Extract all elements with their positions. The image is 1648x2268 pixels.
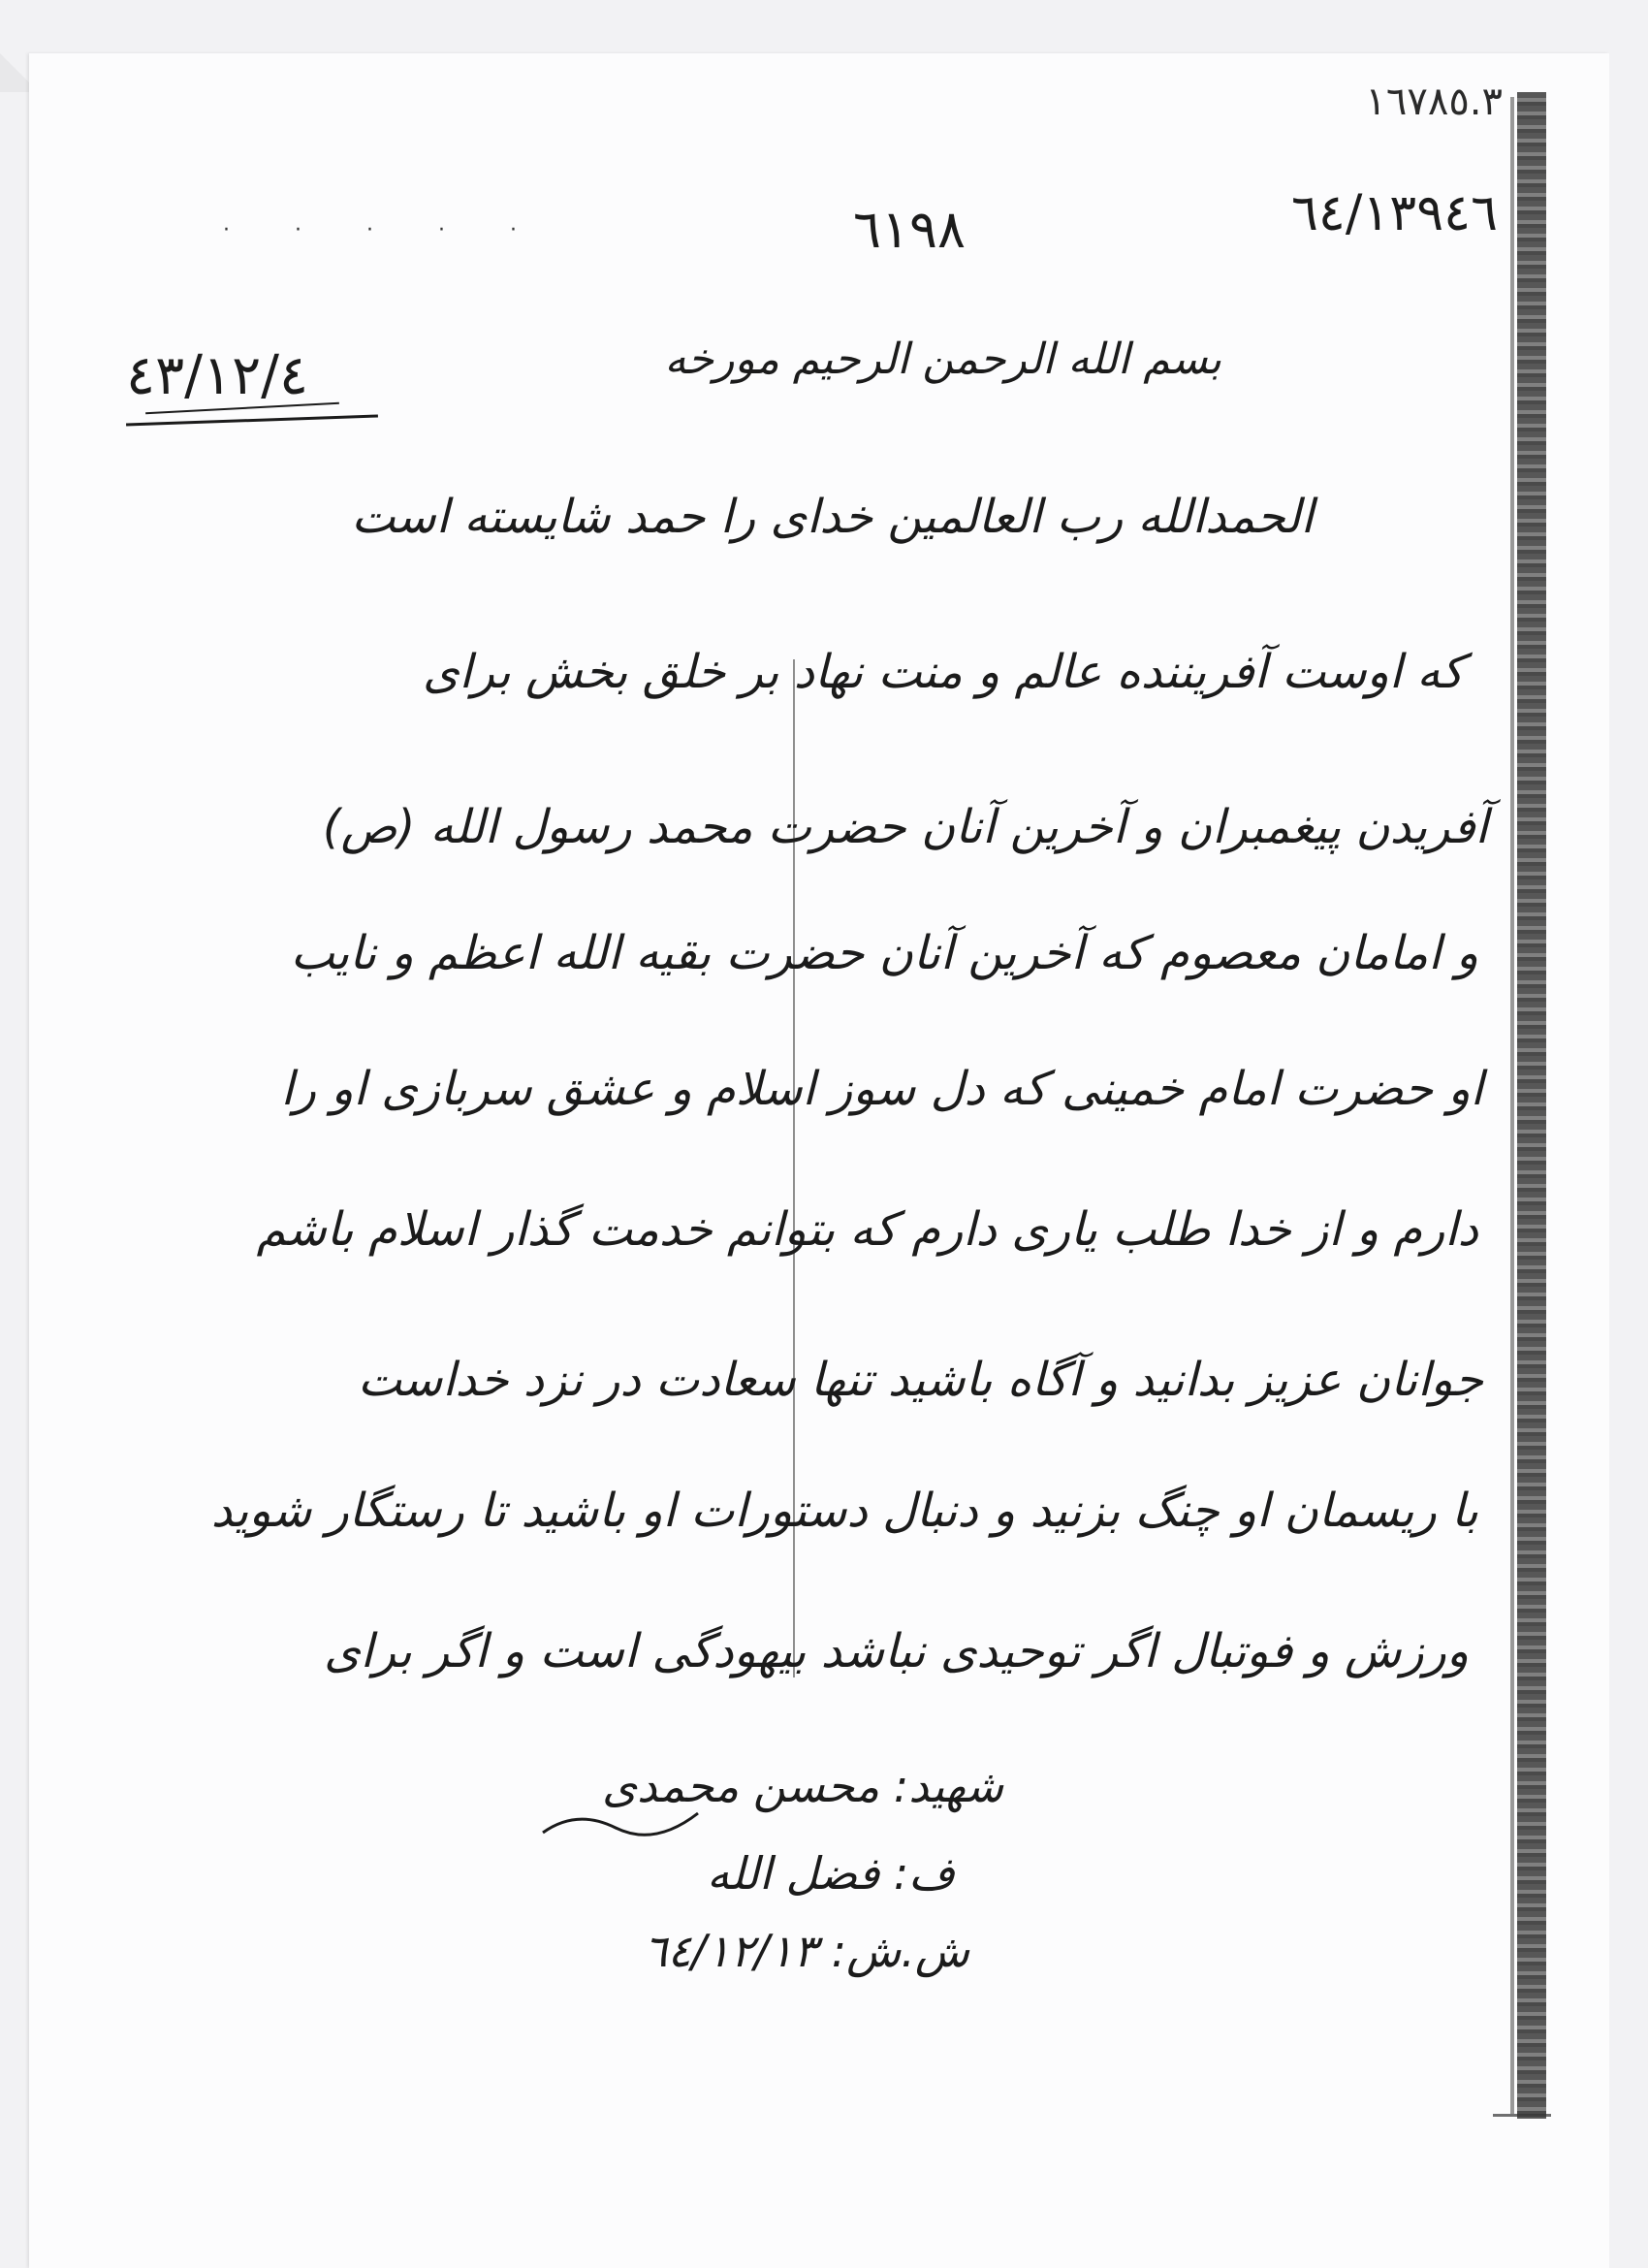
letter-line-9: ورزش و فوتبال اگر توحیدی نباشد بیهودگی است و اگر برای [324, 1624, 1469, 1678]
letter-line-5: او حضرت امام خمینی که دل سوز اسلام و عشق سربازی او را [280, 1062, 1483, 1116]
letter-line-4: و امامان معصوم که آخرین آنان حضرت بقیه الله اعظم و نایب [290, 926, 1478, 980]
signature-name: شهید: محسن محمدی [602, 1760, 1003, 1812]
letter-line-8: با ریسمان او چنگ بزنید و دنبال دستورات او باشید تا رستگار شوید [210, 1484, 1478, 1538]
letter-line-3: آفریدن پیغمبران و آخرین آنان حضرت محمد رسول الله (ص) [322, 800, 1488, 854]
letter-line-1: الحمدالله رب العالمین خدای را حمد شایسته است [351, 490, 1314, 544]
reference-number: ٦٤/١٣٩٤٦ [1290, 184, 1498, 242]
letter-line-7: جوانان عزیز بدانید و آگاه باشید تنها سعادت در نزد خداست [357, 1353, 1483, 1407]
header-date: ٤٣/١٢/٤ [126, 344, 309, 407]
basmala-heading: بسم الله الرحمن الرحیم مورخه [664, 335, 1221, 384]
reference-code: ٦١٩٨ [853, 199, 967, 260]
scan-edge-corner [1493, 2114, 1551, 2117]
letter-line-6: دارم و از خدا طلب یاری دارم که بتوانم خدمت گذار اسلام باشم [256, 1202, 1478, 1257]
signature-father: ف: فضل الله [707, 1847, 955, 1900]
letter-line-2: که اوست آفریننده عالم و منت نهاد بر خلق بخش برای [422, 645, 1464, 699]
scan-edge-shadow [1517, 92, 1546, 2119]
scan-edge-line [1510, 97, 1514, 2114]
scan-specks: · · · · · [223, 218, 546, 242]
signature-date: ش.ش: ٦٤/١٢/١٣ [643, 1925, 969, 1977]
signature-flourish [538, 1804, 703, 1842]
archive-number: ١٦٧٨٥.٣ [1365, 80, 1503, 124]
